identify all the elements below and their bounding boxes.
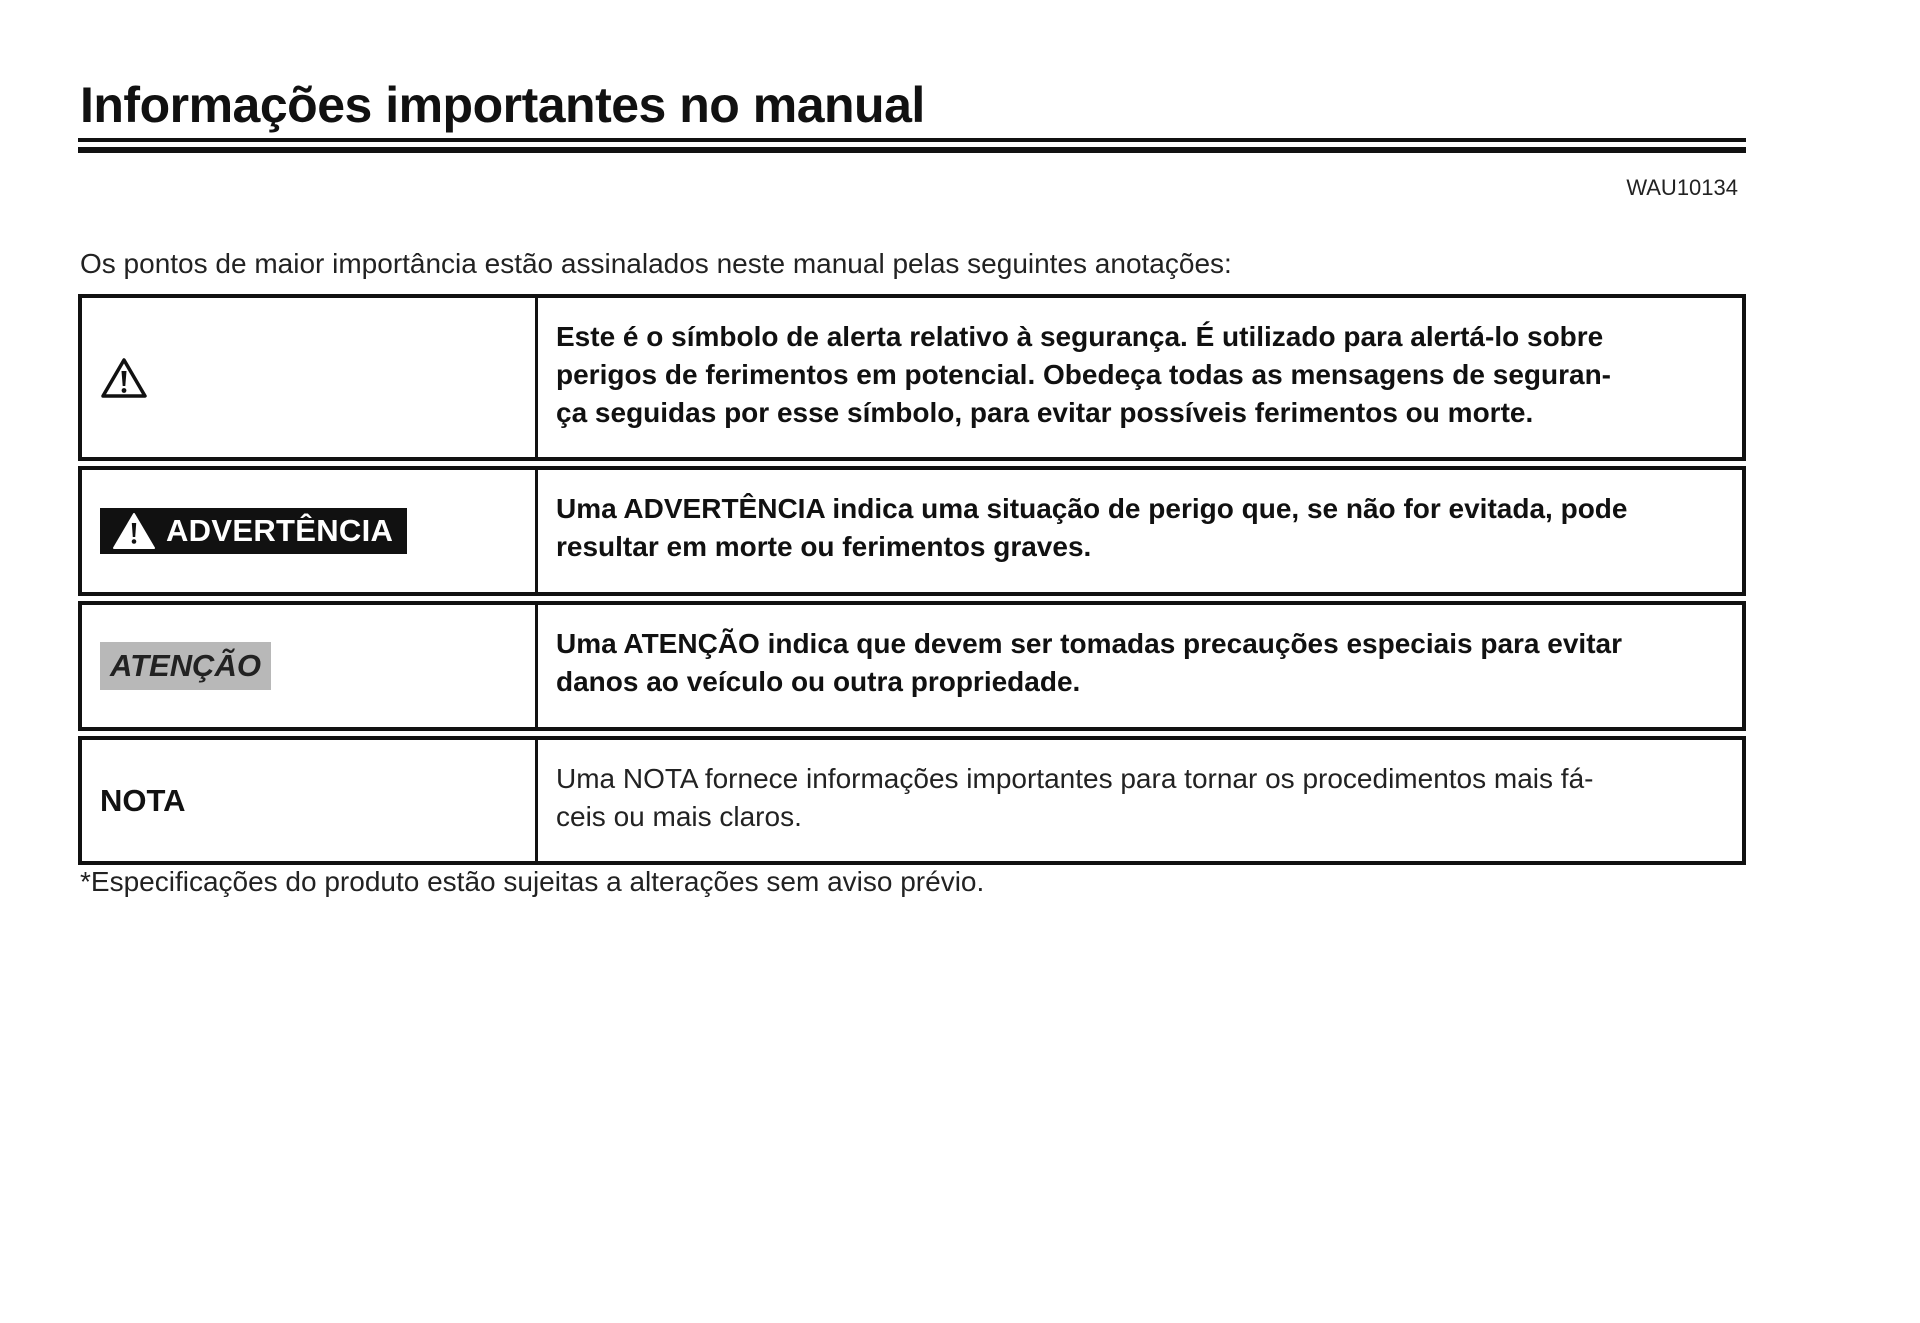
notice-label-cell [82,740,538,861]
warning-label-badge [100,508,407,554]
intro-text: Os pontos de maior importância estão assinalados neste manual pelas seguintes anotações: [80,248,1232,279]
notice-description [538,740,1742,861]
warning-label-text: ADVERTÊNCIA [166,513,394,548]
safety-alert-triangle-icon [100,357,148,399]
notice-row-note [78,736,1746,865]
description-line: ceis ou mais claros. [556,801,802,832]
page-title: Informações importantes no manual [80,77,925,133]
note-label: NOTA [100,782,186,818]
notice-label-cell [82,470,538,592]
notice-description [538,298,1742,457]
caution-label-badge: ATENÇÃO [100,642,271,690]
description-line: ça seguidas por esse símbolo, para evitar possíveis ferimentos ou morte. [556,397,1534,428]
notice-row-caution [78,601,1746,731]
notice-description [538,605,1742,727]
footnote: *Especificações do produto estão sujeitas a alterações sem aviso prévio. [80,866,985,897]
description-line: resultar em morte ou ferimentos graves. [556,531,1092,562]
warning-triangle-icon [112,512,166,550]
description-line: Uma ADVERTÊNCIA indica uma situação de perigo que, se não for evitada, pode [556,493,1628,524]
document-code: WAU10134 [1626,175,1738,200]
description-line: Este é o símbolo de alerta relativo à segurança. É utilizado para alertá-lo sobre [556,321,1604,352]
description-line: Uma ATENÇÃO indica que devem ser tomadas precauções especiais para evitar [556,628,1622,659]
notice-row-safety-symbol [78,294,1746,461]
title-double-rule [78,138,1746,152]
title-rule-thick [78,138,1746,142]
title-rule-thin [78,147,1746,153]
notice-description [538,470,1742,592]
description-line: danos ao veículo ou outra propriedade. [556,666,1081,697]
description-line: perigos de ferimentos em potencial. Obedeça todas as mensagens de seguran- [556,359,1611,390]
description-line: Uma NOTA fornece informações importantes para tornar os procedimentos mais fá- [556,763,1594,794]
notice-label-cell [82,298,538,457]
notice-label-cell [82,605,538,727]
notice-row-warning [78,466,1746,596]
